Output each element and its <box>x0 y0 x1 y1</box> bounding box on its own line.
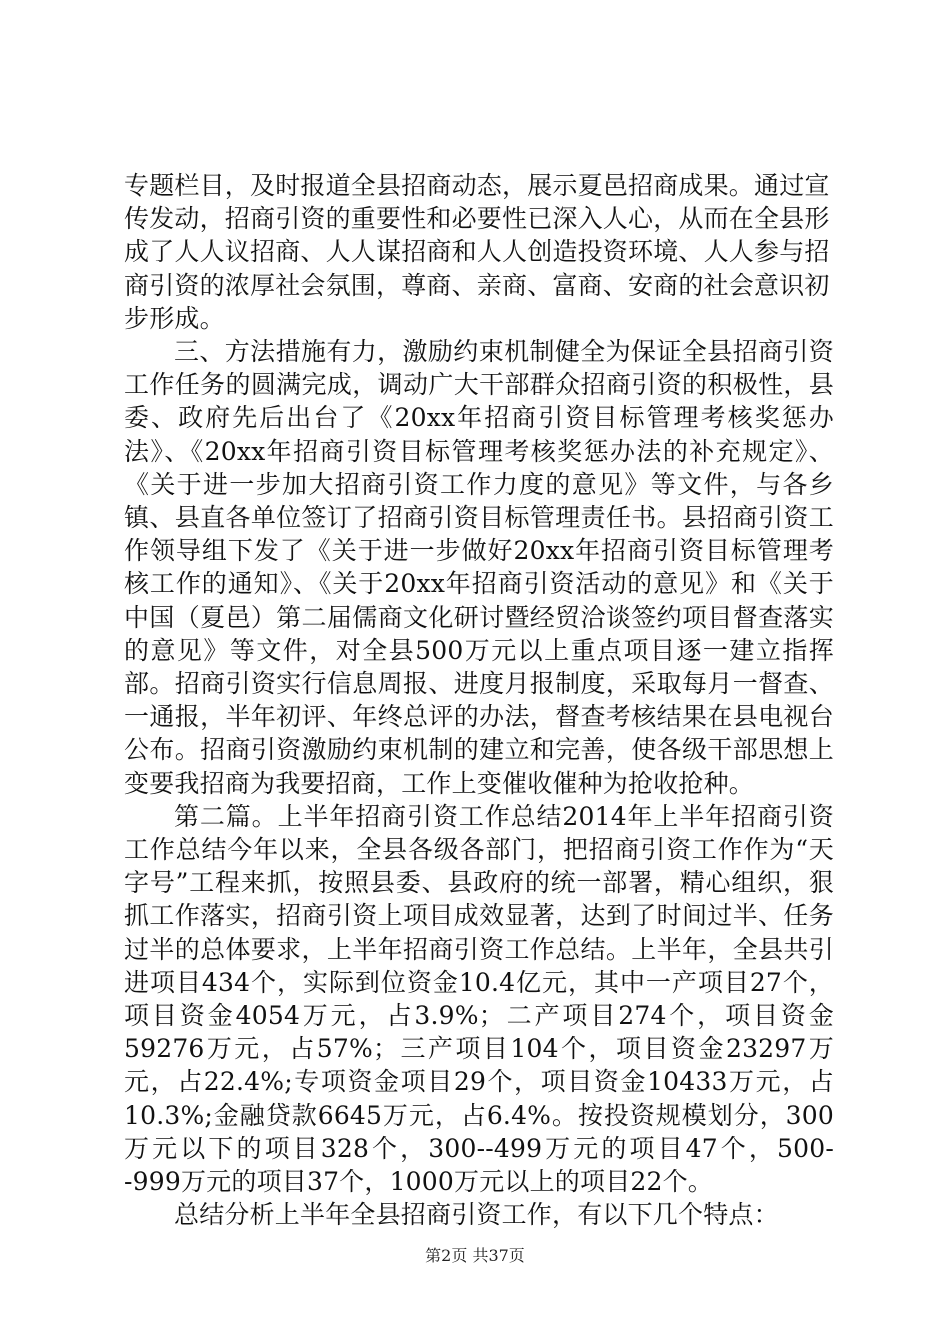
paragraph-second-article: 第二篇。上半年招商引资工作总结2014年上半年招商引资工作总结今年以来，全县各级各部门，把招商引资工作作为“天字号”工程来抓，按照县委、县政府的统一部署，精心组织，狠抓工作落实，招商引资上项目成效显著，达到了时间过半、任务过半的总体要求，上半年招商引资工作总结。上半年，全县共引进项目434个，实际到位资金10.4亿元，其中一产项目27个，项目资金4054万元，占3.9%；二产项目274个，项目资金59276万元，占57%；三产项目104个，项目资金23297万元，占22.4%;专项资金项目29个，项目资金10433万元，占10.3%;金融贷款6645万元，占6.4%。按投资规模划分，300万元以下的项目328个，300--499万元的项目47个，500--999万元的项目37个，1000万元以上的项目22个。 <box>124 801 834 1197</box>
page-number-footer: 第2页 共37页 <box>425 1246 525 1265</box>
paragraph-summary-intro: 总结分析上半年全县招商引资工作，有以下几个特点： <box>174 1200 779 1230</box>
document-body <box>124 169 834 1232</box>
paragraph-continuation: 专题栏目，及时报道全县招商动态，展示夏邑招商成果。通过宣传发动，招商引资的重要性和必要性已深入人心，从而在全县形成了人人议招商、人人谋招商和人人创造投资环境、人人参与招商引资的浓厚社会氛围，尊商、亲商、富商、安商的社会意识初步形成。 <box>124 171 830 333</box>
paragraph-section-three: 三、方法措施有力，激励约束机制健全为保证全县招商引资工作任务的圆满完成，调动广大干部群众招商引资的积极性，县委、政府先后出台了《20xx年招商引资目标管理考核奖惩办法》、《20xx年招商引资目标管理考核奖惩办法的补充规定》、《关于进一步加大招商引资工作力度的意见》等文件，与各乡镇、县直各单位签订了招商引资目标管理责任书。县招商引资工作领导组下发了《关于进一步做好20xx年招商引资目标管理考核工作的通知》、《关于20xx年招商引资活动的意见》和《关于中国（夏邑）第二届儒商文化研讨暨经贸洽谈签约项目督查落实的意见》等文件，对全县500万元以上重点项目逐一建立指挥部。招商引资实行信息周报、进度月报制度，采取每月一督查、一通报，半年初评、年终总评的办法，督查考核结果在县电视台公布。招商引资激励约束机制的建立和完善，使各级干部思想上变要我招商为我要招商，工作上变催收催种为抢收抢种。 <box>124 337 834 798</box>
